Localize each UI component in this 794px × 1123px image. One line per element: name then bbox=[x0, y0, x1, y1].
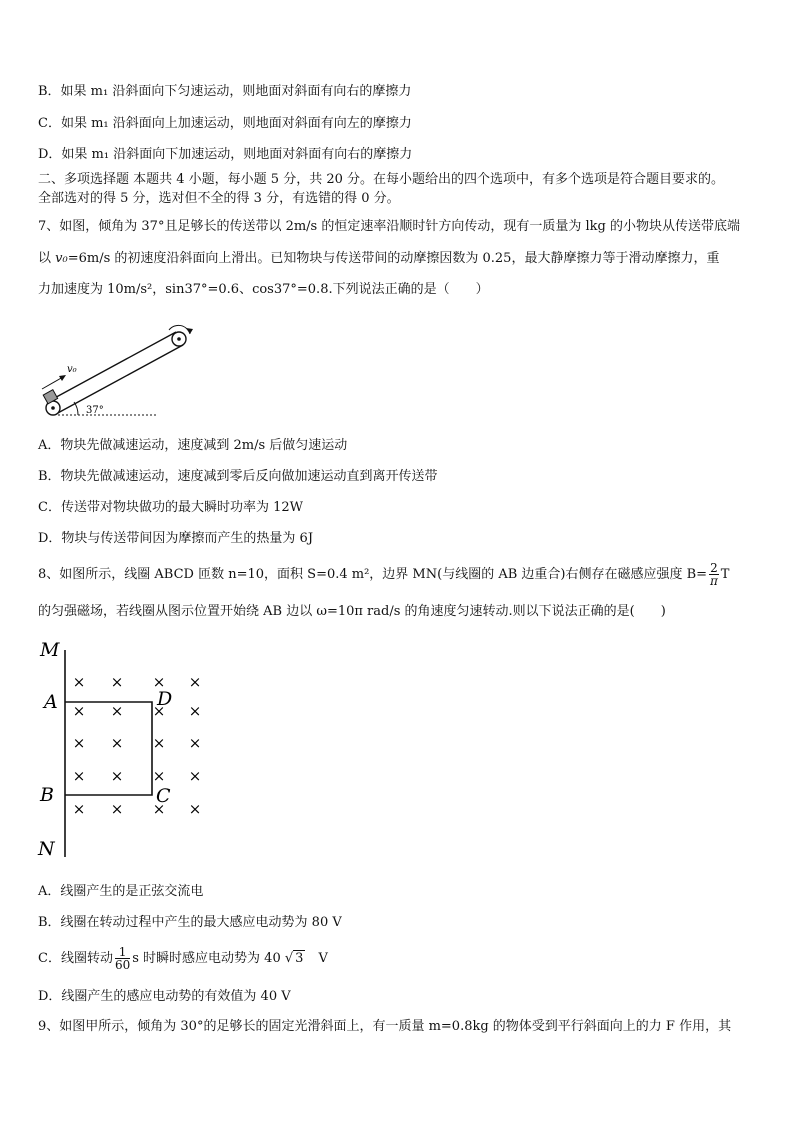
magnetic-field-crosses bbox=[73, 673, 202, 818]
field-cross: × bbox=[110, 702, 124, 720]
q7-conveyor-figure bbox=[36, 318, 206, 420]
q7-stem-1: 7、如图，倾角为 37°且足够长的传送带以 2m/s 的恒定速率沿顺时针方向传动，现有一质量为 lkg 的小物块从传送带底端 bbox=[38, 219, 740, 234]
field-cross: × bbox=[152, 702, 166, 720]
q7-stem-2: 以 v₀=6m/s 的初速度沿斜面向上滑出。已知物块与传送带间的动摩擦因数为 0.25，最大静摩擦力等于滑动摩擦力，重 bbox=[38, 251, 720, 266]
q8-option-b: B．线圈在转动过程中产生的最大感应电动势为 80 V bbox=[38, 915, 342, 930]
q6-option-d: D．如果 m₁ 沿斜面向下加速运动，则地面对斜面有向右的摩擦力 bbox=[38, 147, 413, 162]
q8-label-d: D bbox=[157, 688, 173, 710]
q8-label-c: C bbox=[156, 785, 171, 807]
q7-option-c: C．传送带对物块做功的最大瞬时功率为 12W bbox=[38, 500, 303, 515]
q7-option-b: B．物块先做减速运动，速度减到零后反向做加速运动直到离开传送带 bbox=[38, 469, 438, 484]
q8-option-d: D．线圈产生的感应电动势的有效值为 40 V bbox=[38, 989, 291, 1004]
q8-option-c: C．线圈转动 $\frac{1}{60}$ s 时瞬时感应电动势为 40 √ 3 V bbox=[38, 945, 328, 972]
q7-stem-3: 力加速度为 10m/s²，sin37°=0.6、cos37°=0.8.下列说法正确的是（ ） bbox=[38, 282, 489, 297]
field-cross: × bbox=[152, 734, 166, 752]
field-cross: × bbox=[110, 800, 124, 818]
field-cross: × bbox=[188, 734, 202, 752]
q8-label-a: A bbox=[44, 691, 58, 713]
q8-label-m: M bbox=[40, 639, 60, 661]
section2-instructions-2: 全部选对的得 5 分，选对但不全的得 3 分，有选错的得 0 分。 bbox=[38, 191, 400, 206]
q8-coil-figure bbox=[36, 636, 226, 861]
field-cross: × bbox=[72, 800, 86, 818]
field-cross: × bbox=[188, 673, 202, 691]
q6-option-b: B．如果 m₁ 沿斜面向下匀速运动，则地面对斜面有向右的摩擦力 bbox=[38, 84, 412, 99]
q8-stem-1: 8、如图所示，线圈 ABCD 匝数 n=10，面积 S=0.4 m²，边界 MN(与线圈的 AB 边重合)右侧存在磁感应强度 B= $\frac{2}{\pi}$ T bbox=[38, 561, 730, 588]
q9-stem-1: 9、如图甲所示，倾角为 30°的足够长的固定光滑斜面上，有一质量 m=0.8kg 的物体受到平行斜面向上的力 F 作用，其 bbox=[38, 1019, 732, 1034]
field-cross: × bbox=[188, 702, 202, 720]
q6-option-c: C．如果 m₁ 沿斜面向上加速运动，则地面对斜面有向左的摩擦力 bbox=[38, 116, 412, 131]
q8-b-fraction: $\frac{2}{\pi}$ bbox=[709, 561, 718, 588]
field-cross: × bbox=[152, 767, 166, 785]
field-cross: × bbox=[72, 702, 86, 720]
section2-instructions-1: 二、多项选择题 本题共 4 小题，每小题 5 分，共 20 分。在每小题给出的四个选项中，有多个选项是符合题目要求的。 bbox=[38, 172, 725, 187]
q7-option-d: D．物块与传送带间因为摩擦而产生的热量为 6J bbox=[38, 531, 314, 546]
q8-label-n: N bbox=[38, 838, 55, 860]
q7-angle-label: 37° bbox=[86, 405, 104, 416]
field-cross: × bbox=[188, 767, 202, 785]
field-cross: × bbox=[72, 673, 86, 691]
field-cross: × bbox=[72, 767, 86, 785]
field-cross: × bbox=[110, 673, 124, 691]
q8-option-a: A．线圈产生的是正弦交流电 bbox=[38, 884, 204, 899]
field-cross: × bbox=[110, 767, 124, 785]
q7-option-a: A．物块先做减速运动，速度减到 2m/s 后做匀速运动 bbox=[38, 438, 348, 453]
q8-label-b: B bbox=[40, 784, 54, 806]
field-cross: × bbox=[152, 673, 166, 691]
field-cross: × bbox=[72, 734, 86, 752]
q8-time-fraction: $\frac{1}{60}$ bbox=[114, 945, 131, 972]
q7-v0-label: v₀ bbox=[67, 364, 77, 375]
field-cross: × bbox=[152, 800, 166, 818]
field-cross: × bbox=[188, 800, 202, 818]
q8-stem-2: 的匀强磁场，若线圈从图示位置开始绕 AB 边以 ω=10π rad/s 的角速度匀速转动.则以下说法正确的是( ) bbox=[38, 604, 666, 619]
field-cross: × bbox=[110, 734, 124, 752]
